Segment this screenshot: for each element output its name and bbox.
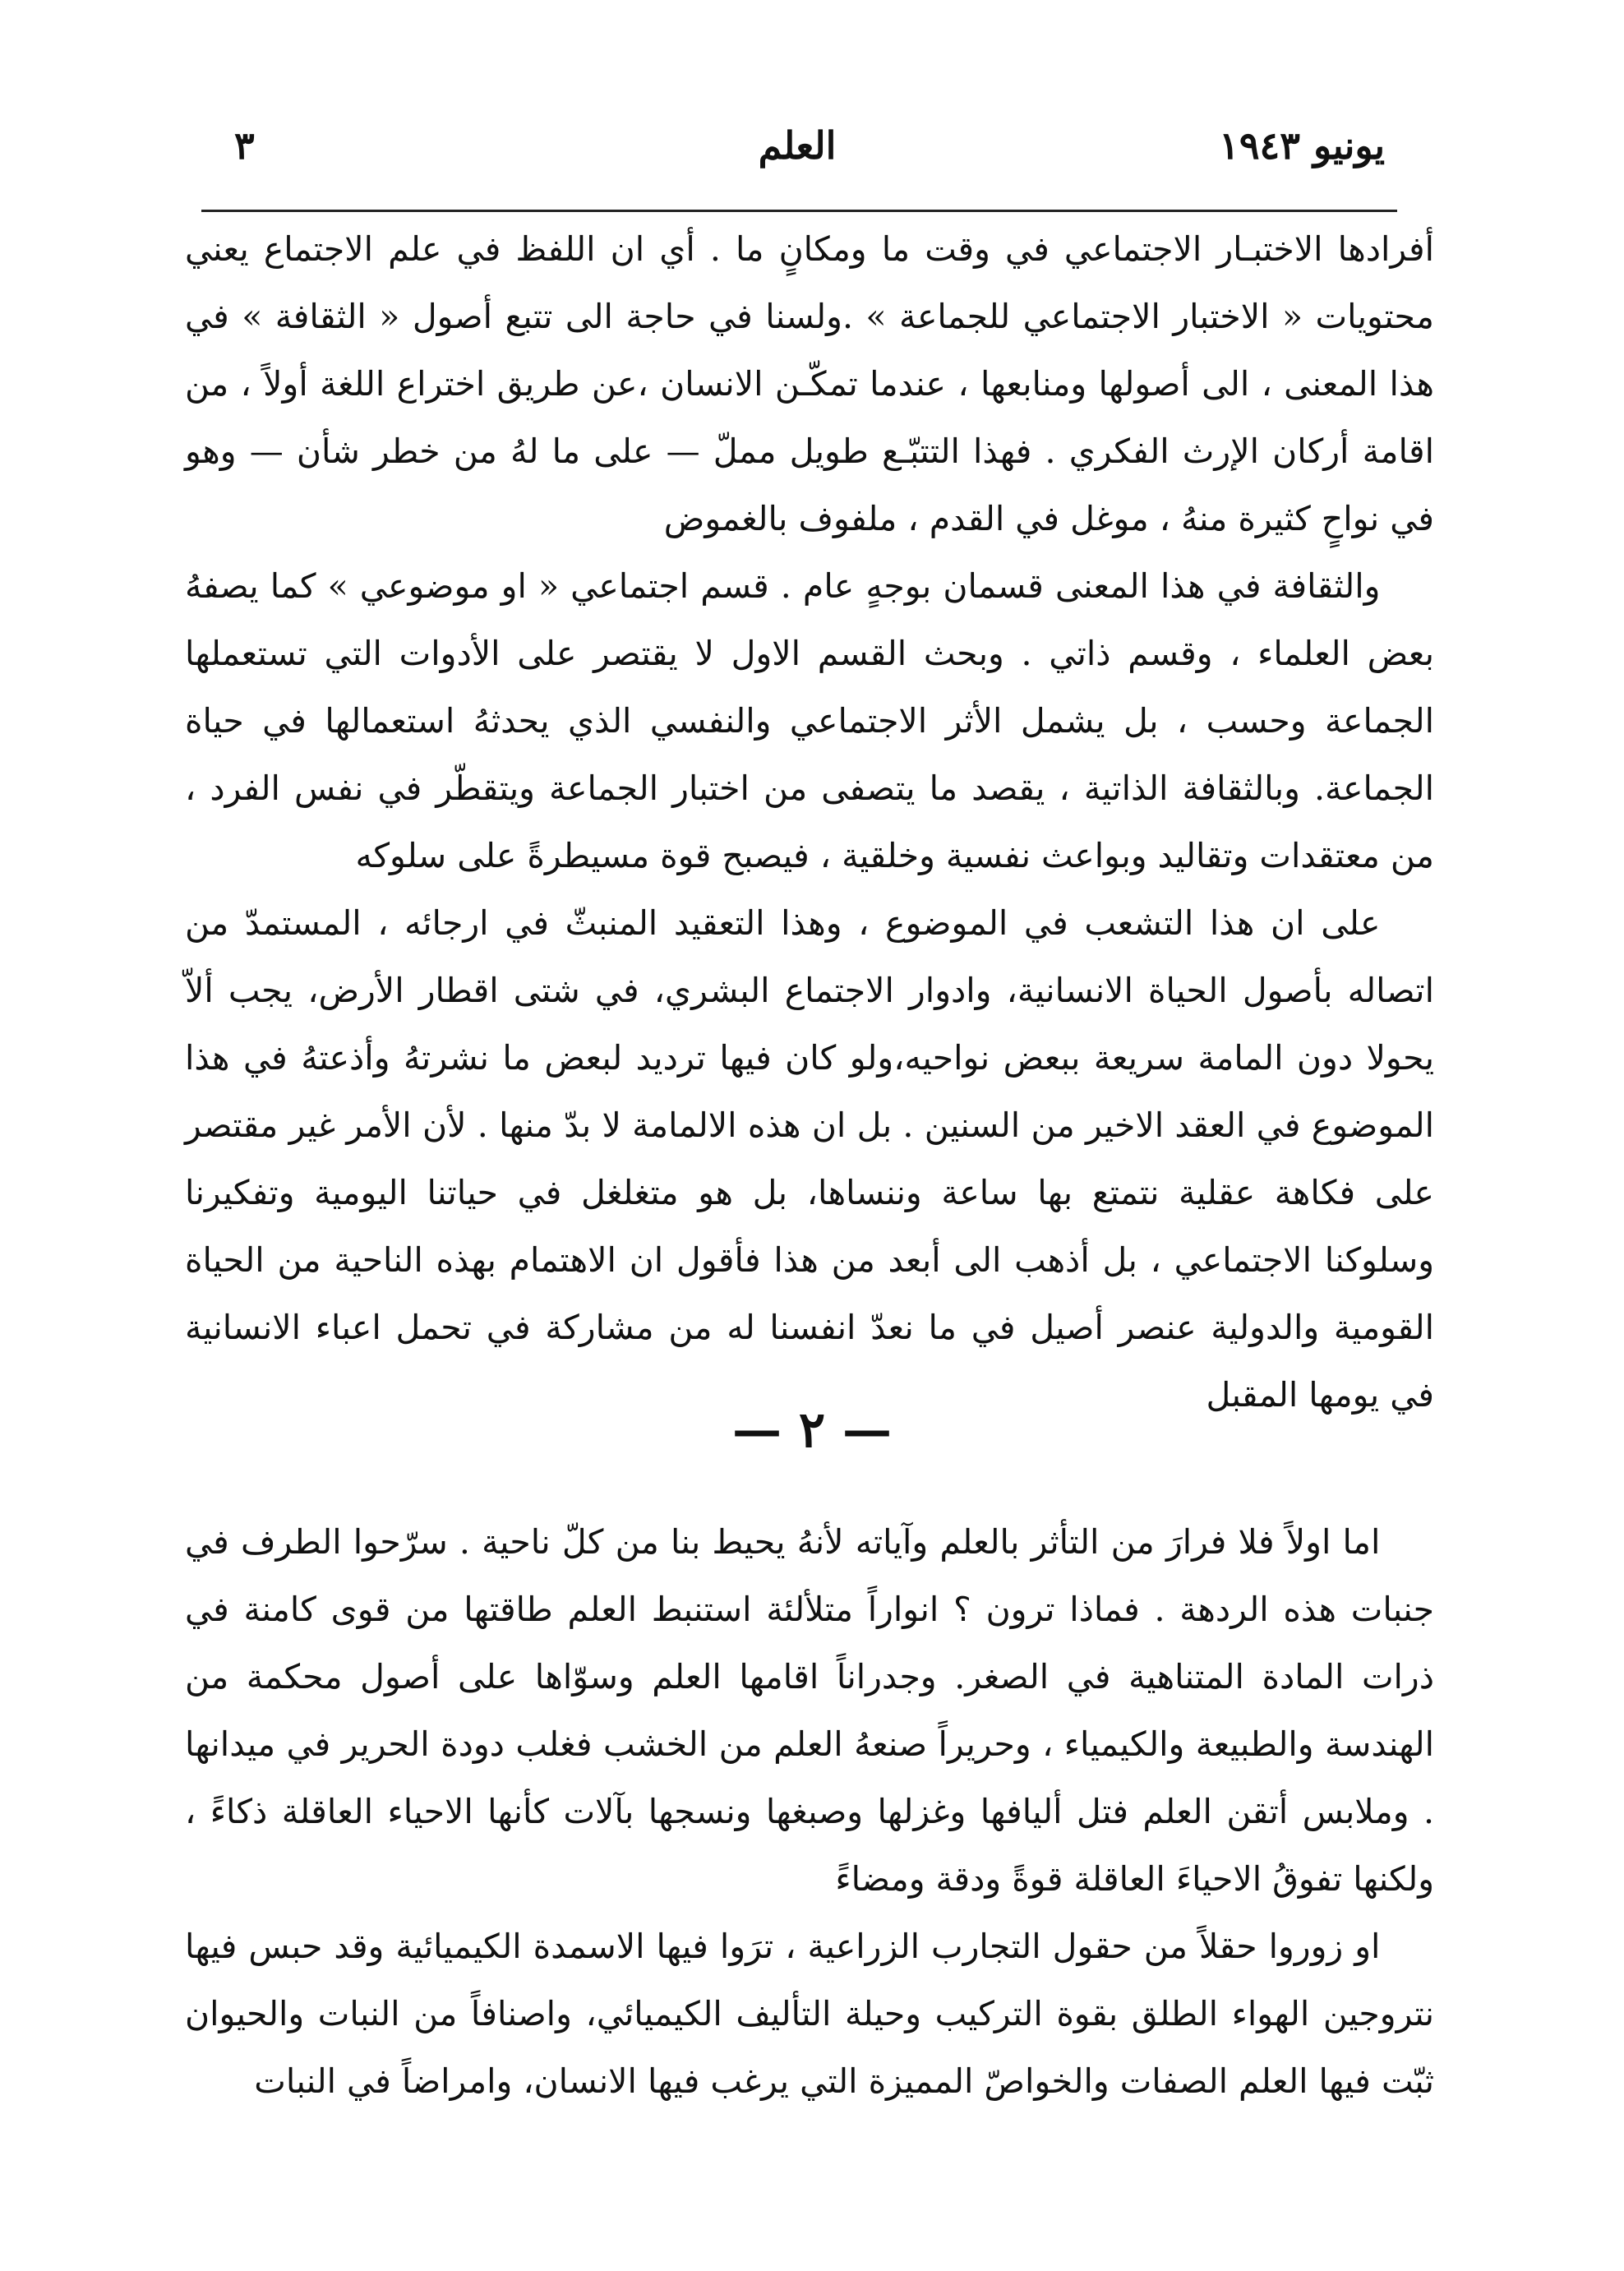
paragraph: والثقافة في هذا المعنى قسمان بوجهٍ عام . قسم اجتماعي « او موضوعي » كما يصفهُ بعض العلماء ، وقسم ذاتي . وبحث القسم الاول لا يقتصر على الأدوات التي تستعملها الجماعة وحسب ، بل يشمل الأثر الاجتماعي والنفسي الذي يحدثهُ استعمالها في حياة الجماعة. وبالثقافة الذاتية ، يقصد ما يتصفى من اختبار الجماعة ويتقطّر في نفس الفرد ، من معتقدات وتقاليد وبواعث نفسية وخلقية ، فيصبح قوة مسيطرةً على سلوكه: [185, 566, 1434, 875]
header-rule: [201, 210, 1397, 212]
running-head: [210, 123, 1385, 189]
section-number: — ٢ —: [731, 1401, 892, 1459]
paragraph: اما اولاً فلا فرارَ من التأثر بالعلم وآياته لأنهُ يحيط بنا من كلّ ناحية . سرّحوا الطرف في جنبات هذه الردهة . فماذا ترون ؟ انواراً متلألئة استنبط العلم طاقتها من قوى كامنة في ذرات المادة المتناهية في الصغر. وجدراناً اقامها العلم وسوّاها على أصول محكمة من الهندسة والطبيعة والكيمياء ، وحريراً صنعهُ العلم من الخشب فغلب دودة الحرير في ميدانها . وملابس أتقن العلم فتل أليافها وغزلها وصبغها ونسجها بآلات كأنها الاحياء العاقلة ذكاءً ، ولكنها تفوقُ الاحياءَ العاقلة قوةً ودقة ومضاءً: [185, 1522, 1434, 1899]
section-two-text: [185, 1508, 1434, 2115]
paragraph: أفرادها الاختبـار الاجتماعي في وقت ما ومكانٍ ما . أي ان اللفظ في علم الاجتماع يعني محتويات « الاختبار الاجتماعي للجماعة » .ولسنا في حاجة الى تتبع أصول « الثقافة » في هذا المعنى ، الى أصولها ومنابعها ، عندما تمكّـن الانسان ،عن طريق اختراع اللغة أولاً ، من اقامة أركان الإرث الفكري . فهذا التتبّـع طويل مملّ — على ما لهُ من خطر شأن — وهو في نواحٍ كثيرة منهُ ، موغل في القدم ، ملفوف بالغموض: [185, 229, 1434, 538]
section-one-text: [185, 215, 1434, 1429]
page-number: ٣: [234, 123, 255, 168]
issue-date: يونيو ١٩٤٣: [1219, 123, 1385, 168]
paragraph: او زوروا حقلاً من حقول التجارب الزراعية ، ترَوا فيها الاسمدة الكيميائية وقد حبس فيها نتروجين الهواء الطلق بقوة التركيب وحيلة التأليف الكيميائي، واصنافاً من النبات والحيوان ثبّت فيها العلم الصفات والخواصّ المميزة التي يرغب فيها الانسان، وامراضاً في النبات: [185, 1927, 1434, 2101]
journal-title: العلم: [758, 123, 837, 168]
paragraph: على ان هذا التشعب في الموضوع ، وهذا التعقيد المنبثّ في ارجائه ، المستمدّ من اتصاله بأصول الحياة الانسانية، وادوار الاجتماع البشري، في شتى اقطار الأرض، يجب ألاّ يحولا دون المامة سريعة ببعض نواحيه،ولو كان فيها ترديد لبعض ما نشرتهُ وأذعتهُ في هذا الموضوع في العقد الاخير من السنين . بل ان هذه الالمامة لا بدّ منها . لأن الأمر غير مقتصر على فكاهة عقلية نتمتع بها ساعة وننساها، بل هو متغلغل في حياتنا اليومية وتفكيرنا وسلوكنا الاجتماعي ، بل أذهب الى أبعد من هذا فأقول ان الاهتمام بهذه الناحية من الحياة القومية والدولية عنصر أصيل في ما نعدّ انفسنا له من مشاركة في تحمل اعباء الانسانية في يومها المقبل: [185, 903, 1434, 1415]
